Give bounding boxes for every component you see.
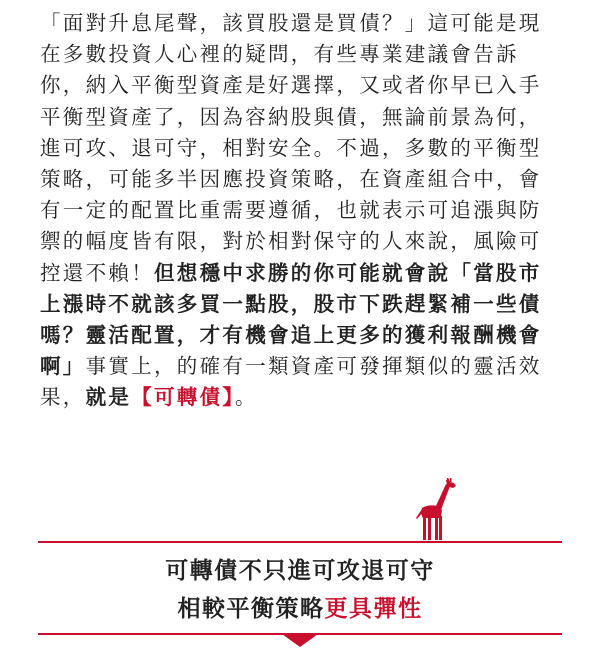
article-line-7: 有一定的配置比重需要遵循，也就表示可追漲與防 bbox=[40, 198, 542, 223]
article-line-13 bbox=[40, 382, 562, 413]
divider-top bbox=[38, 541, 562, 543]
article-line-5: 進可攻、退可守，相對安全。不過，多數的平衡型 bbox=[40, 135, 542, 160]
callout-heading-line-2 bbox=[0, 590, 600, 623]
article-line-13-end: 。 bbox=[234, 385, 258, 410]
article-line-1: 「面對升息尾聲，該買股還是買債？」這可能是現 bbox=[40, 11, 542, 35]
article-body bbox=[40, 8, 562, 413]
convertible-bond-highlight: 【可轉債】 bbox=[131, 385, 235, 410]
article-line-2: 在多數投資人心裡的疑問，有些專業建議會告訴 bbox=[40, 42, 519, 67]
article-line-11: 嗎？靈活配置，才有機會追上更多的獲利報酬機會 bbox=[40, 322, 542, 347]
giraffe-icon bbox=[408, 478, 462, 542]
down-triangle-icon bbox=[282, 634, 318, 647]
article-line-3: 你，納入平衡型資產是好選擇，又或者你早已入手 bbox=[40, 73, 542, 98]
article-line-9 bbox=[40, 258, 562, 289]
callout-heading-line-1: 可轉債不只進可攻退可守 bbox=[165, 558, 435, 584]
article-line-12-bold: 啊」 bbox=[40, 354, 86, 379]
callout-heading-highlight: 更具彈性 bbox=[324, 596, 423, 622]
article-line-9-normal: 控還不賴！ bbox=[40, 260, 154, 285]
article-line-9-bold: 但想穩中求勝的你可能就會說「當股市 bbox=[154, 260, 542, 285]
callout-heading-prefix: 相較平衡策略 bbox=[177, 596, 325, 622]
article-line-4: 平衡型資產了，因為容納股與債，無論前景為何， bbox=[40, 104, 542, 129]
article-line-13-normal: 果， bbox=[40, 385, 86, 410]
article-line-12 bbox=[40, 351, 562, 382]
article-line-12-normal: 事實上，的確有一類資產可發揮類似的靈活效 bbox=[85, 354, 542, 379]
article-line-13-bold: 就是 bbox=[85, 385, 132, 410]
article-line-6: 策略，可能多半因應投資策略，在資產組合中，會 bbox=[40, 166, 542, 191]
article-line-10: 上漲時不就該多買一點股，股市下跌趕緊補一些債 bbox=[40, 291, 542, 316]
article-line-8: 禦的幅度皆有限，對於相對保守的人來說，風險可 bbox=[40, 229, 542, 254]
